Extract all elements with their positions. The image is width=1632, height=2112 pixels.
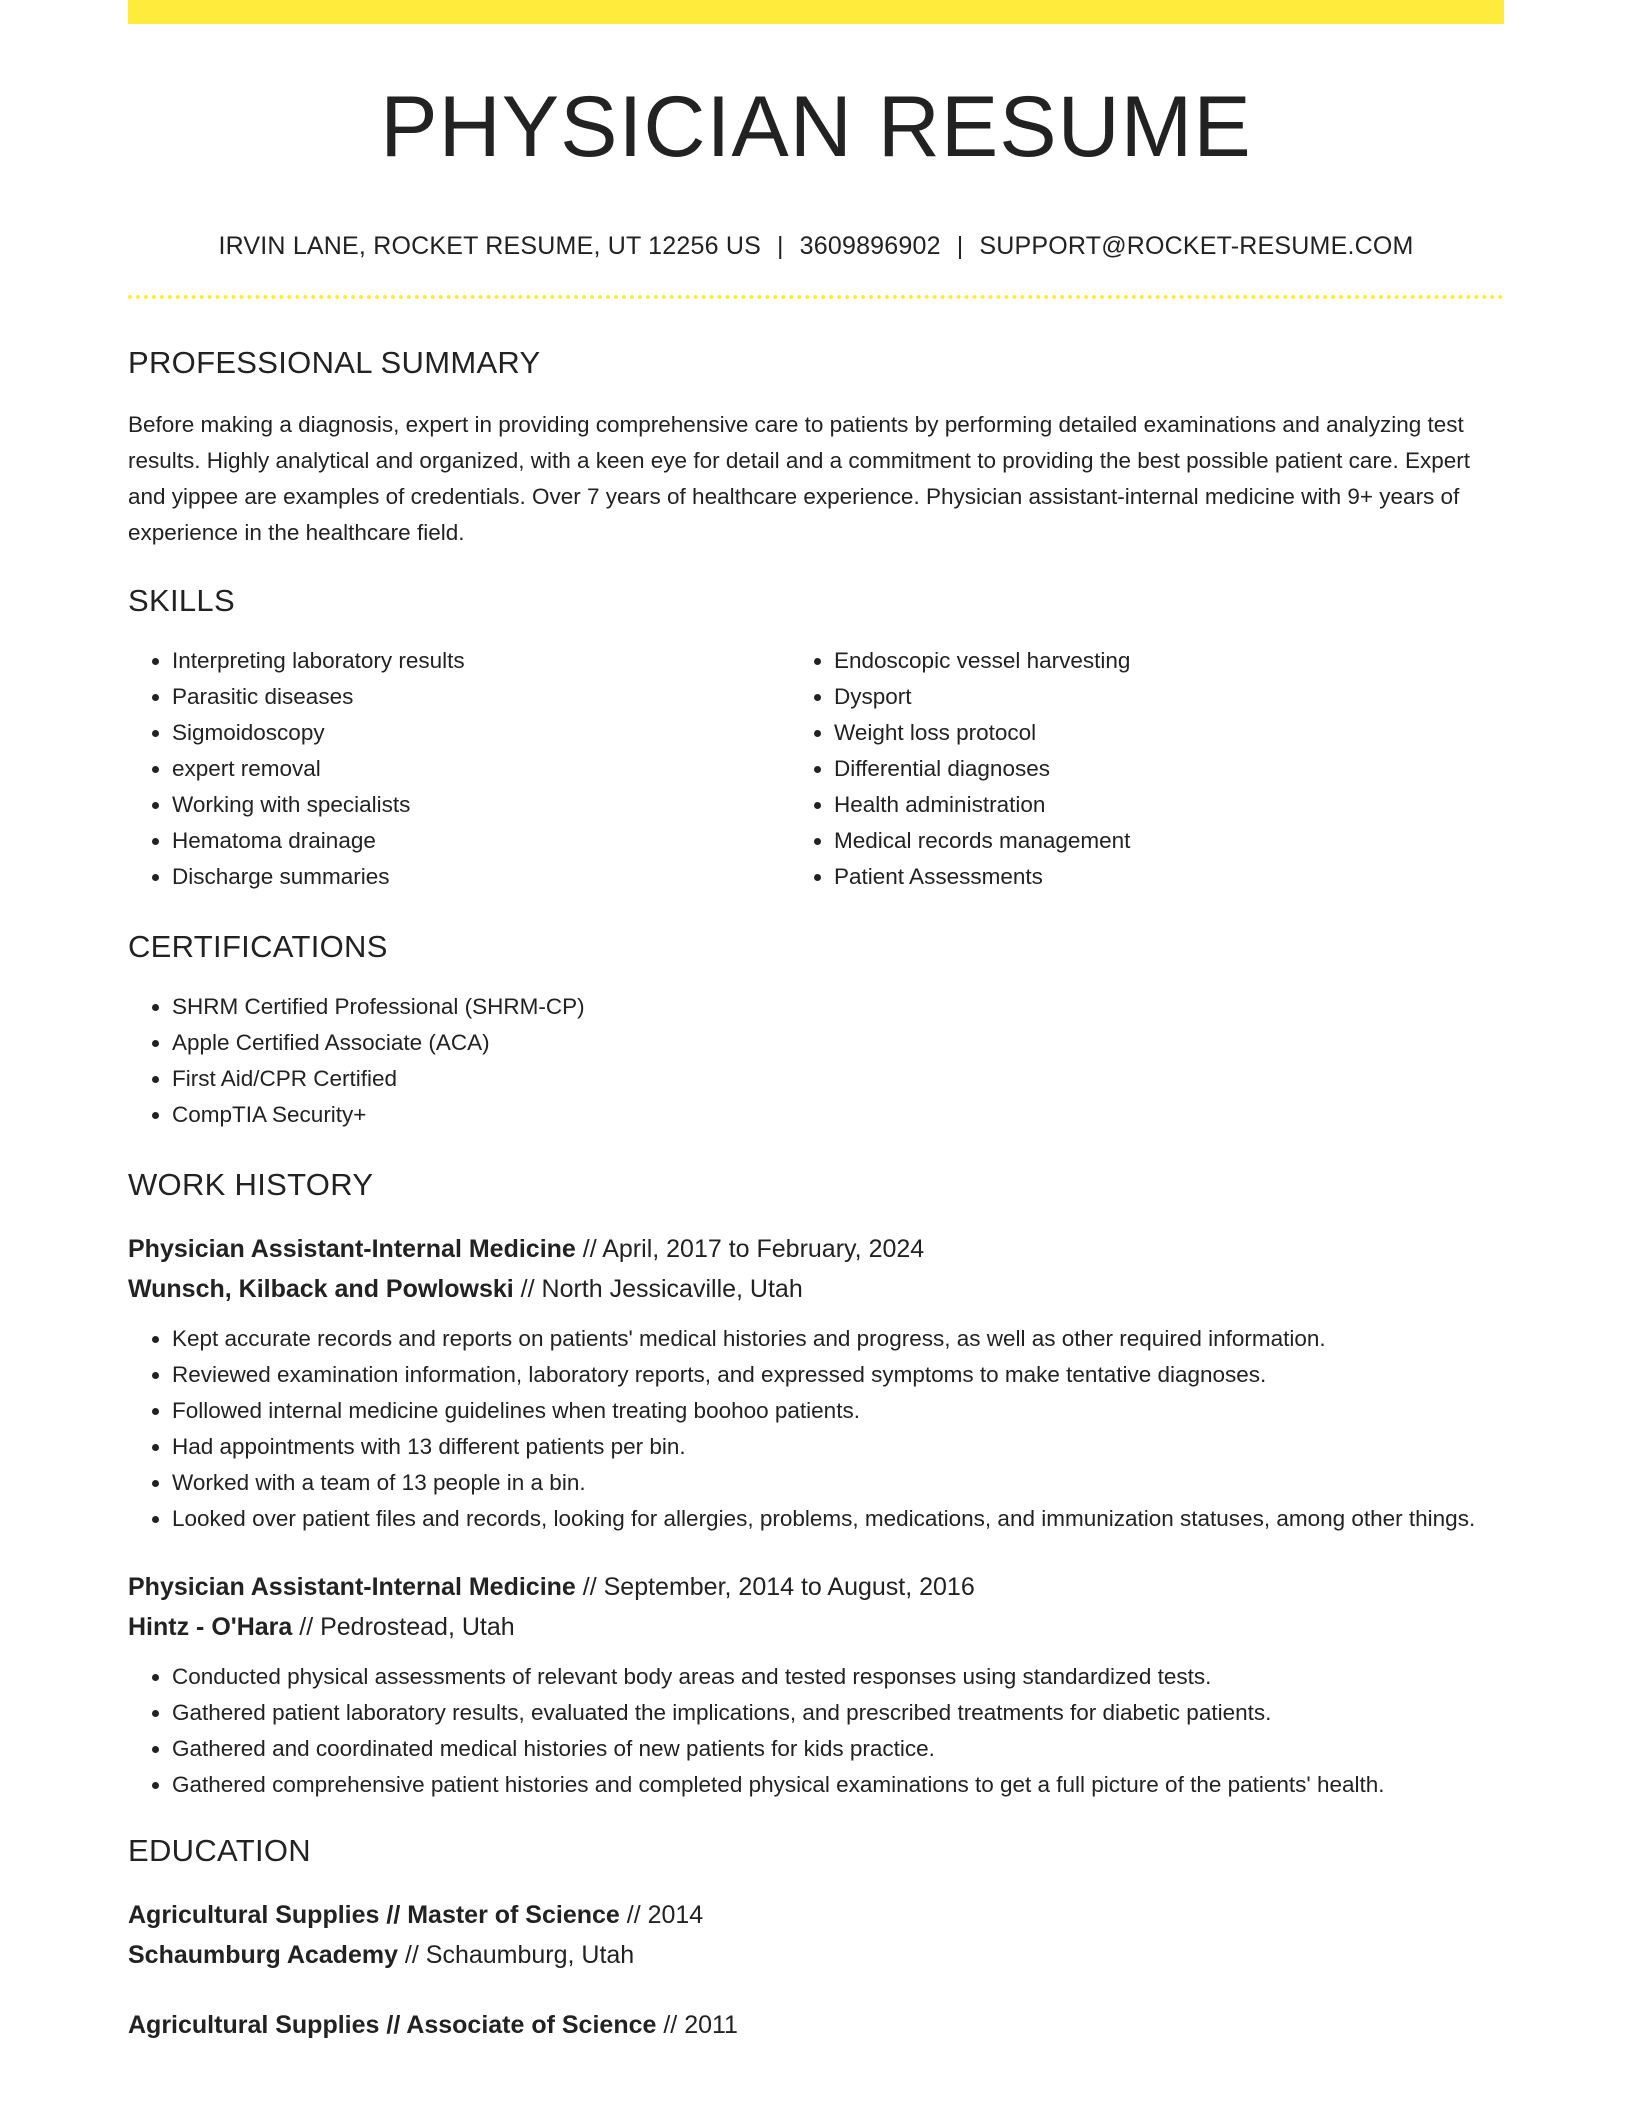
job-title: Physician Assistant-Internal Medicine [128,1573,576,1601]
education-entry [128,1895,1504,1975]
certifications-list [128,989,1504,1133]
skills-right-list [762,643,1482,895]
job-bullet: • Kept accurate records and reports on patients' medical histories and progress, as well as other required information. [172,1321,1504,1357]
skill-item: • Endoscopic vessel harvesting [834,643,1482,679]
skill-item: • Sigmoidoscopy [172,715,762,751]
job-entry [128,1567,1504,1803]
resume-page [128,0,1504,2045]
skill-item: • Discharge summaries [172,859,762,895]
education-degree: Agricultural Supplies // Master of Science [128,1901,620,1929]
skill-item: • Medical records management [834,823,1482,859]
job-bullet: • Worked with a team of 13 people in a bin. [172,1465,1504,1501]
job-title: Physician Assistant-Internal Medicine [128,1235,576,1263]
education-degree-line [128,2005,1504,2045]
job-company: Wunsch, Kilback and Powlowski [128,1275,514,1303]
contact-phone: 3609896902 [799,232,941,260]
job-bullet: • Followed internal medicine guidelines when treating boohoo patients. [172,1393,1504,1429]
certification-item: • SHRM Certified Professional (SHRM-CP) [172,989,1504,1025]
education-school: Schaumburg Academy [128,1941,398,1969]
contact-separator: | [956,232,964,260]
skill-item: • Parasitic diseases [172,679,762,715]
certification-item: • CompTIA Security+ [172,1097,1504,1133]
job-company-line [128,1607,1504,1647]
summary-text: Before making a diagnosis, expert in providing comprehensive care to patients by performing detailed examinations and analyzing test results. Highly analytical and organized, with a keen eye for detail and a commitment to providing the best possible patient care. Expert and yippee are examples of credentials. Over 7 years of healthcare experience. Physician assistant-internal medicine with 9+ years of experience in the healthcare field. [128,412,1470,545]
education-year: // 2011 [656,2011,738,2039]
resume-title: PHYSICIAN RESUME [380,79,1252,175]
skill-item: • Hematoma drainage [172,823,762,859]
job-bullet: • Had appointments with 13 different patients per bin. [172,1429,1504,1465]
contact-address: IRVIN LANE, ROCKET RESUME, UT 12256 US [218,232,761,260]
skill-item: • Interpreting laboratory results [172,643,762,679]
job-bullets [128,1659,1504,1803]
certifications-heading: CERTIFICATIONS [128,929,388,964]
job-bullet: • Reviewed examination information, laboratory reports, and expressed symptoms to make tentative diagnoses. [172,1357,1504,1393]
job-dates: // April, 2017 to February, 2024 [575,1235,925,1263]
skills-left-list [128,643,762,895]
contact-separator: | [776,232,784,260]
skill-item: • Dysport [834,679,1482,715]
summary-heading: PROFESSIONAL SUMMARY [128,345,541,380]
job-entry [128,1229,1504,1537]
job-bullet: • Gathered and coordinated medical histories of new patients for kids practice. [172,1731,1504,1767]
education-school-line [128,1935,1504,1975]
accent-bar [128,0,1504,24]
skills-columns [128,643,1504,895]
job-bullet: • Gathered patient laboratory results, evaluated the implications, and prescribed treatments for diabetic patients. [172,1695,1504,1731]
job-location: // Pedrostead, Utah [292,1613,515,1641]
job-location: // North Jessicaville, Utah [513,1275,803,1303]
education-year: // 2014 [619,1901,704,1929]
skill-item: • Patient Assessments [834,859,1482,895]
certification-item: • Apple Certified Associate (ACA) [172,1025,1504,1061]
dotted-divider [128,295,1504,299]
job-company-line [128,1269,1504,1309]
skill-item: • Health administration [834,787,1482,823]
skill-item: • Differential diagnoses [834,751,1482,787]
work-history-heading: WORK HISTORY [128,1167,374,1202]
job-company: Hintz - O'Hara [128,1613,293,1641]
education-heading: EDUCATION [128,1833,311,1868]
skill-item: • Working with specialists [172,787,762,823]
job-bullet: • Conducted physical assessments of relevant body areas and tested responses using standardized tests. [172,1659,1504,1695]
education-entry [128,2005,1504,2045]
contact-line [128,232,1504,261]
skills-heading: SKILLS [128,583,235,618]
job-dates: // September, 2014 to August, 2016 [575,1573,975,1601]
certification-item: • First Aid/CPR Certified [172,1061,1504,1097]
education-degree: Agricultural Supplies // Associate of Science [128,2011,657,2039]
education-degree-line [128,1895,1504,1935]
job-bullet: • Gathered comprehensive patient histories and completed physical examinations to get a full picture of the patients' health. [172,1767,1504,1803]
job-bullet: • Looked over patient files and records, looking for allergies, problems, medications, and immunization statuses, among other things. [172,1501,1504,1537]
job-bullets [128,1321,1504,1537]
contact-email: SUPPORT@ROCKET-RESUME.COM [979,232,1414,260]
job-title-line [128,1567,1504,1607]
skill-item: • Weight loss protocol [834,715,1482,751]
skill-item: • expert removal [172,751,762,787]
education-location: // Schaumburg, Utah [397,1941,635,1969]
job-title-line [128,1229,1504,1269]
